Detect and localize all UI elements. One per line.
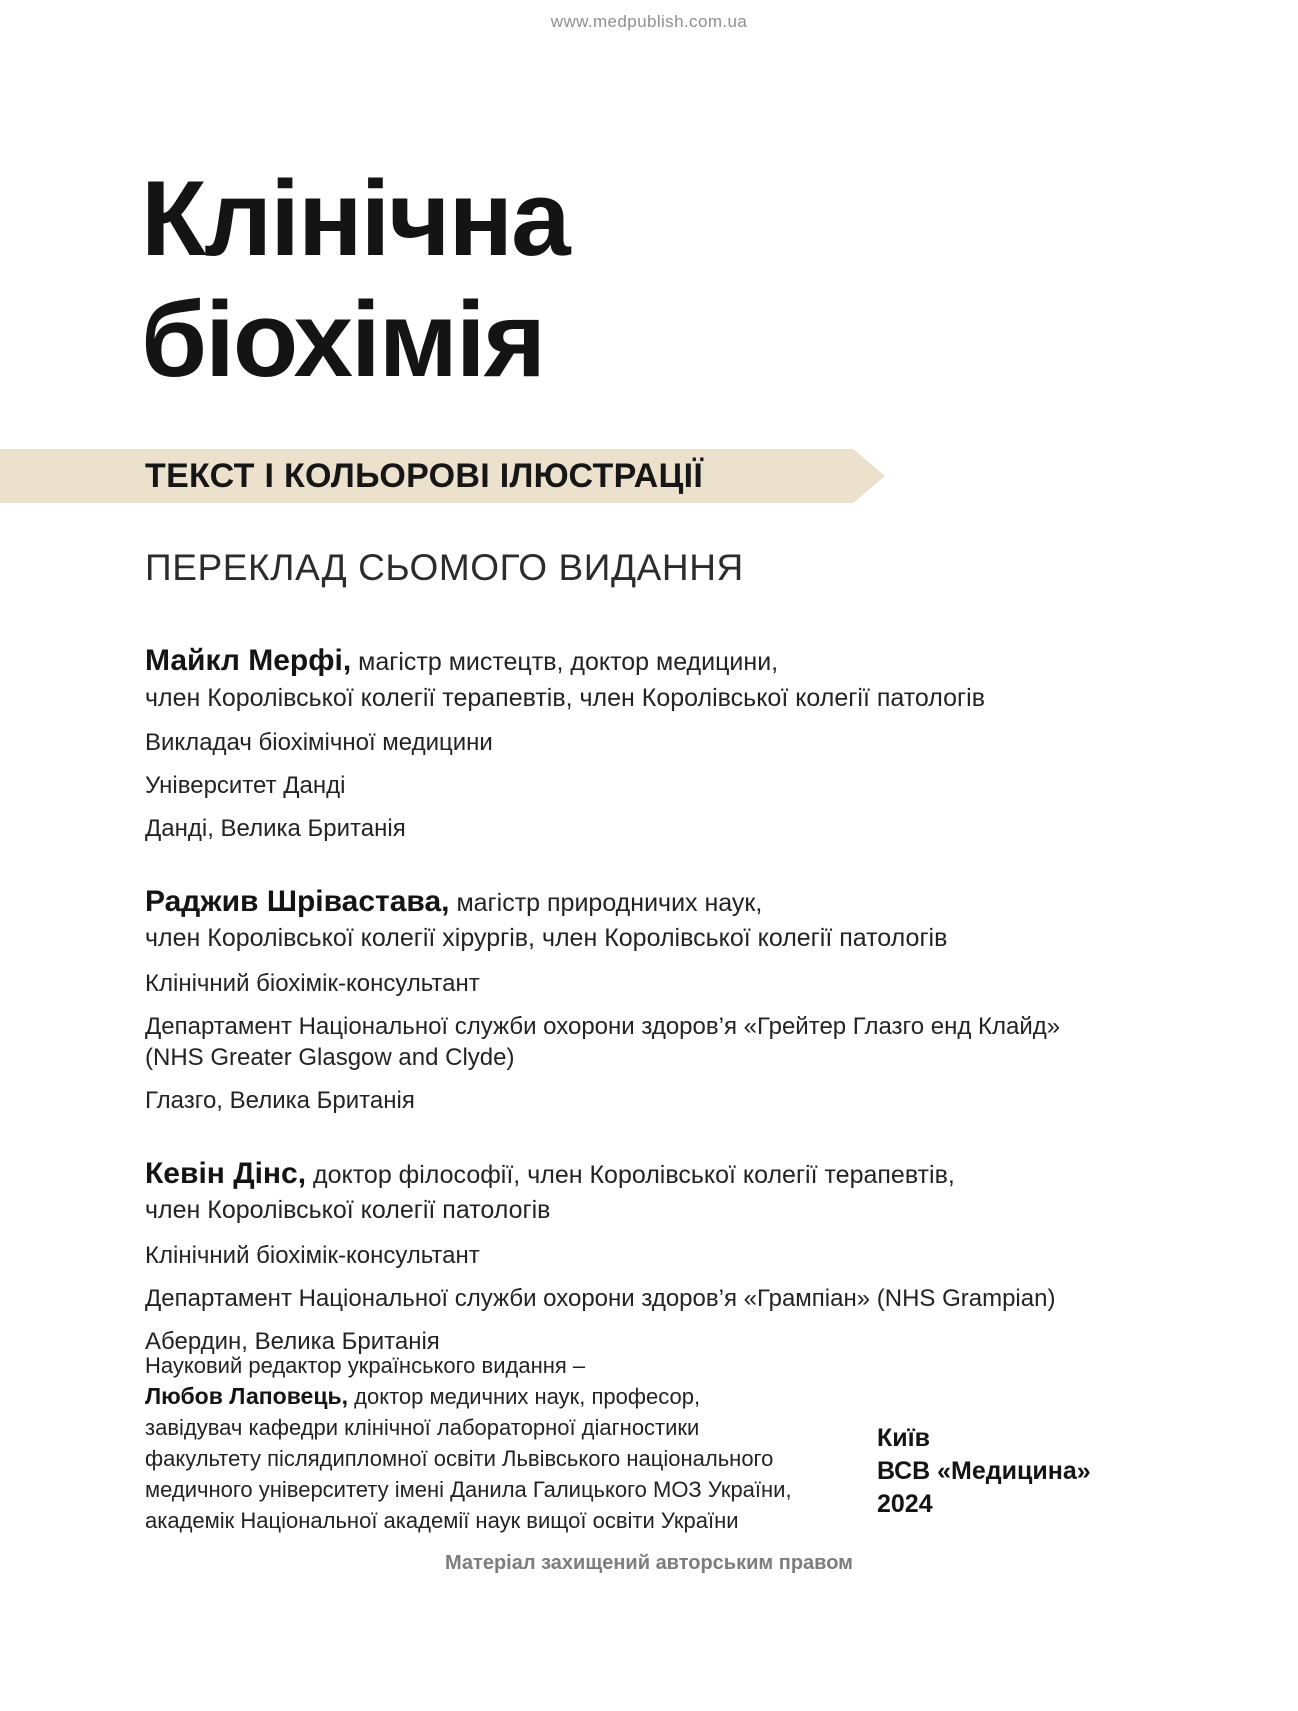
author-affiliation: Клінічний біохімік-консультант	[145, 1241, 480, 1269]
author-degrees-line2: член Королівської колегії хірургів, член Королівської колегії патологів	[145, 924, 948, 953]
author-block-deans	[145, 1154, 1090, 1358]
author-degrees: магістр мистецтв, доктор медицини,	[358, 648, 779, 676]
author-degrees: доктор філософії, член Королівської колегії терапевтів,	[313, 1160, 955, 1189]
author-affiliation: Департамент Національної служби охорони здоров’я «Грейтер Глазго енд Клайд» (NHS Greater Glasgow and Clyde)	[145, 1012, 1061, 1072]
subtitle-banner-text: ТЕКСТ І КОЛЬОРОВІ ІЛЮСТРАЦІЇ	[145, 457, 704, 495]
website-url: www.medpublish.com.ua	[550, 12, 748, 31]
author-affiliation: Університет Данді	[145, 772, 346, 800]
author-location: Данді, Велика Британія	[145, 815, 406, 843]
book-title	[141, 158, 569, 400]
authors-section	[145, 641, 1090, 1357]
publisher-year: 2024	[877, 1490, 933, 1518]
editor-name: Любов Лаповець,	[145, 1383, 349, 1409]
editor-body	[145, 1381, 793, 1536]
author-name: Майкл Мерфі,	[145, 644, 352, 677]
book-title-line1: Клінічна	[141, 158, 569, 278]
book-title-line2: біохімія	[141, 278, 545, 399]
author-affiliation: Клінічний біохімік-консультант	[145, 969, 480, 997]
author-degrees-line2: член Королівської колегії патологів	[145, 1196, 551, 1225]
author-block-murphy	[145, 641, 1090, 845]
publisher-name: ВСВ «Медицина»	[877, 1457, 1091, 1485]
author-affiliation: Департамент Національної служби охорони здоров’я «Грампіан» (NHS Grampian)	[145, 1284, 1056, 1312]
editor-details: доктор медичних наук, професор, завідувач кафедри клінічної лабораторної діагностики факультету післядипломної освіти Львівського національного медичного університету імені Данила Галицького МОЗ України, академік Національної академії наук вищої освіти України	[145, 1384, 792, 1533]
publisher-block	[877, 1422, 1091, 1521]
editor-intro: Науковий редактор українського видання –	[145, 1353, 586, 1378]
author-location: Абердин, Велика Британія	[145, 1327, 440, 1355]
author-block-srivastava	[145, 882, 1090, 1117]
publisher-city: Київ	[877, 1424, 931, 1452]
subtitle-banner	[0, 449, 853, 503]
author-name: Раджив Шрівастава,	[145, 884, 450, 918]
editor-block	[145, 1350, 793, 1536]
author-degrees-line2: член Королівської колегії терапевтів, член Королівської колегії патологів	[145, 683, 985, 712]
author-heading	[145, 882, 1090, 922]
author-degrees: магістр природничих наук,	[456, 888, 763, 917]
author-location: Глазго, Велика Британія	[145, 1087, 415, 1115]
author-affiliation: Викладач біохімічної медицини	[145, 729, 493, 757]
author-name: Кевін Дінс,	[145, 1156, 307, 1190]
copyright-notice: Матеріал захищений авторським правом	[445, 1552, 853, 1574]
author-heading	[145, 1154, 1090, 1194]
edition-line: ПЕРЕКЛАД СЬОМОГО ВИДАННЯ	[145, 547, 744, 588]
author-heading	[145, 641, 1090, 681]
